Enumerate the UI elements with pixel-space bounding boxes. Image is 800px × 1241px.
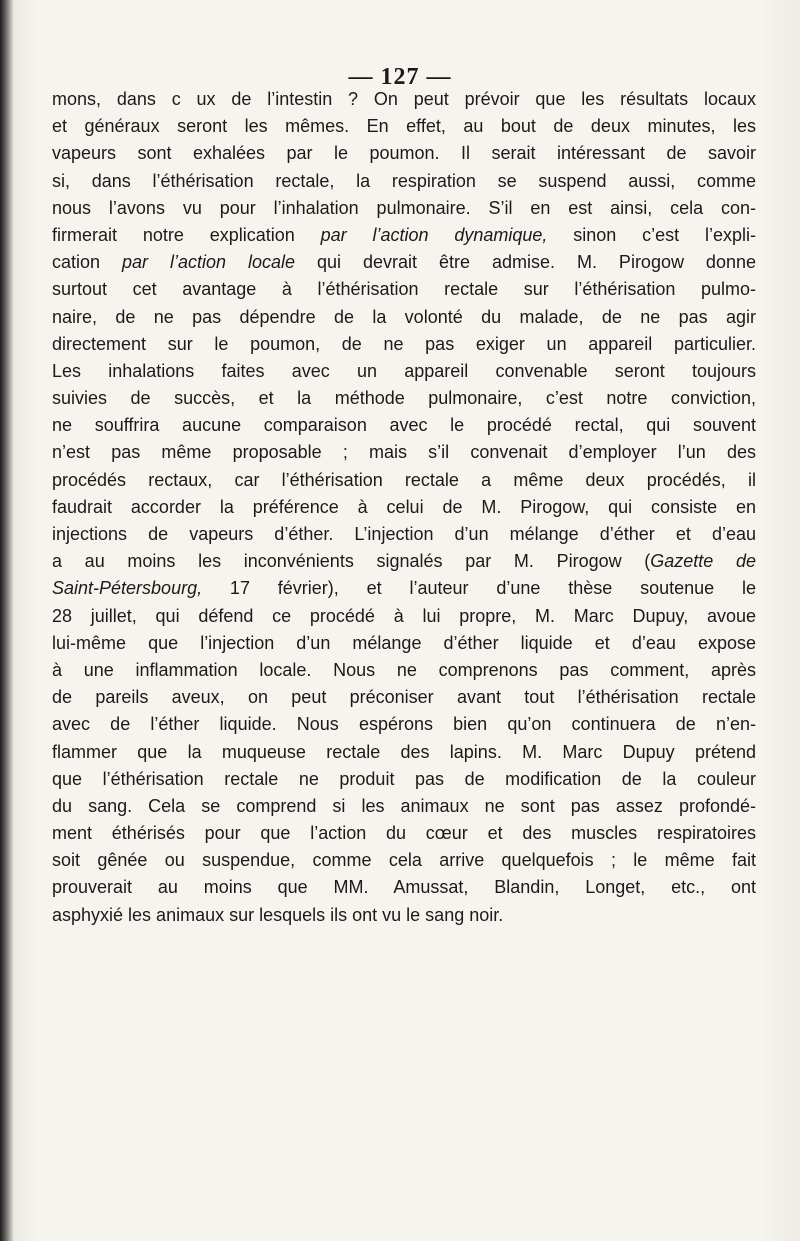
- text-line: [52, 766, 756, 793]
- text-segment: nous l’avons vu pour l’inhalation pulmonaire. S’il en est ainsi, cela con-: [52, 197, 756, 218]
- text-segment: et généraux seront les mêmes. En effet, au bout de deux minutes, les: [52, 116, 756, 137]
- text-line: [52, 222, 756, 249]
- page-number: — 127 —: [348, 64, 452, 90]
- text-segment: 28 juillet, qui défend ce procédé à lui propre, M. Marc Dupuy, avoue: [52, 605, 756, 626]
- text-line: [52, 494, 756, 521]
- text-line: [52, 412, 756, 439]
- text-segment: à une inflammation locale. Nous ne comprenons pas comment, après: [52, 659, 756, 680]
- text-segment: mons, dans c ux de l’intestin ? On peut prévoir que les résultats locaux: [52, 89, 756, 109]
- text-line: [52, 331, 756, 358]
- text-segment: avec de l’éther liquide. Nous espérons bien qu’on continuera de n’en-: [52, 714, 756, 735]
- text-line: [52, 739, 756, 766]
- text-segment: lui-même que l’injection d’un mélange d’éther liquide et d’eau expose: [52, 632, 756, 653]
- text-line: [52, 548, 756, 575]
- text-segment: procédés rectaux, car l’éthérisation rectale a même deux procédés, il: [52, 469, 756, 490]
- text-line: [52, 86, 756, 113]
- text-line: [52, 521, 756, 548]
- text-line: [52, 195, 756, 222]
- text-segment: faudrait accorder la préférence à celui de M. Pirogow, qui consiste en: [52, 496, 756, 517]
- text-segment: naire, de ne pas dépendre de la volonté du malade, de ne pas agir: [52, 306, 756, 327]
- text-segment: de pareils aveux, on peut préconiser avant tout l’éthérisation rectale: [52, 687, 756, 708]
- text-segment: 17 février), et l’auteur d’une thèse soutenue le: [202, 578, 756, 599]
- text-segment: si, dans l’éthérisation rectale, la respiration se suspend aussi, comme: [52, 170, 756, 191]
- text-segment: directement sur le poumon, de ne pas exiger un appareil particulier.: [52, 333, 756, 354]
- text-segment: soit gênée ou suspendue, comme cela arrive quelquefois ; le même fait: [52, 850, 756, 871]
- text-segment: cation: [52, 252, 123, 273]
- italic-text: par l’action dynamique,: [320, 224, 548, 245]
- text-line: [52, 657, 756, 684]
- text-line: [52, 385, 756, 412]
- text-segment: Les inhalations faites avec un appareil convenable seront toujours: [52, 360, 756, 381]
- text-line: [52, 276, 756, 303]
- text-segment: suivies de succès, et la méthode pulmonaire, c’est notre conviction,: [52, 388, 756, 409]
- text-line: [52, 820, 756, 847]
- text-line: [52, 711, 756, 738]
- text-line: [52, 467, 756, 494]
- text-segment: firmerait notre explication: [52, 224, 321, 245]
- text-line: [52, 140, 756, 167]
- text-segment: ment éthérisés pour que l’action du cœur et des muscles respiratoires: [52, 823, 756, 844]
- italic-text: Gazette de: [650, 551, 756, 572]
- text-segment: qui devrait être admise. M. Pirogow donne: [295, 252, 756, 273]
- text-segment: flammer que la muqueuse rectale des lapins. M. Marc Dupuy prétend: [52, 741, 756, 762]
- text-line: [52, 847, 756, 874]
- text-segment: asphyxié les animaux sur lesquels ils ont vu le sang noir.: [52, 904, 504, 925]
- text-segment: ne souffrira aucune comparaison avec le procédé rectal, qui souvent: [52, 415, 756, 436]
- text-line: [52, 439, 756, 466]
- text-line: [52, 793, 756, 820]
- text-segment: surtout cet avantage à l’éthérisation rectale sur l’éthérisation pulmo-: [52, 279, 756, 300]
- text-line: [52, 575, 756, 602]
- text-line: [52, 874, 756, 901]
- text-segment: a au moins les inconvénients signalés par M. Pirogow (: [52, 551, 651, 572]
- text-segment: du sang. Cela se comprend si les animaux ne sont pas assez profondé-: [52, 795, 756, 816]
- body-text: [52, 86, 756, 929]
- text-line: [52, 113, 756, 140]
- text-line: [52, 630, 756, 657]
- text-segment: que l’éthérisation rectale ne produit pas de modification de la couleur: [52, 768, 756, 789]
- text-line: [52, 603, 756, 630]
- text-line: [52, 168, 756, 195]
- text-segment: prouverait au moins que MM. Amussat, Blandin, Longet, etc., ont: [52, 877, 756, 898]
- text-line: [52, 249, 756, 276]
- binding-shadow: [0, 0, 14, 1241]
- text-segment: vapeurs sont exhalées par le poumon. Il serait intéressant de savoir: [52, 143, 756, 164]
- text-line: [52, 902, 756, 929]
- text-line: [52, 304, 756, 331]
- italic-text: par l’action locale: [122, 252, 296, 273]
- text-segment: injections de vapeurs d’éther. L’injection d’un mélange d’éther et d’eau: [52, 524, 756, 544]
- italic-text: Saint-Pétersbourg,: [52, 578, 203, 599]
- text-line: [52, 684, 756, 711]
- text-segment: n’est pas même proposable ; mais s’il convenait d’employer l’un des: [52, 442, 756, 463]
- text-line: [52, 358, 756, 385]
- text-segment: sinon c’est l’expli-: [547, 224, 756, 245]
